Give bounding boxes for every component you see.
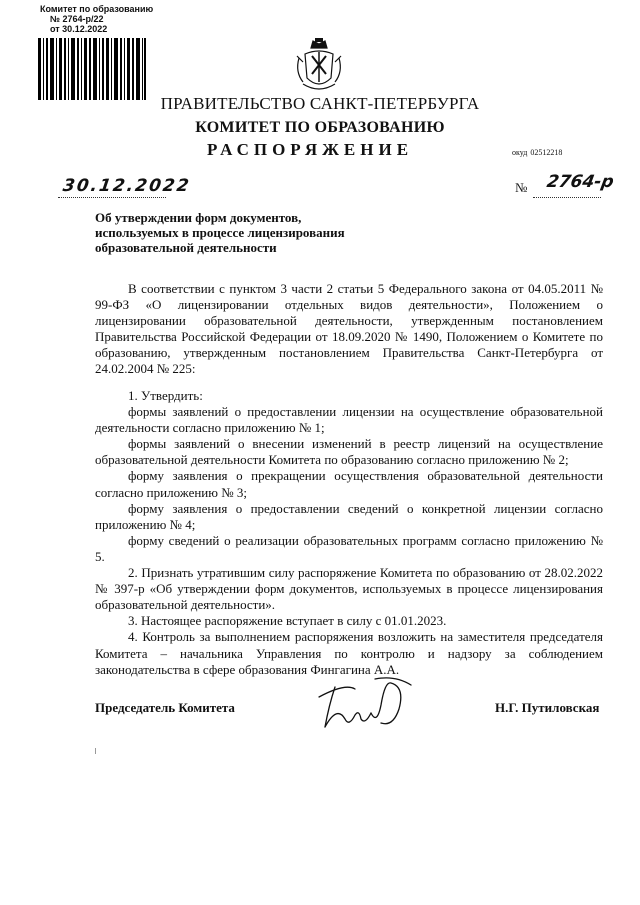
coat-of-arms-icon (293, 38, 345, 96)
margin-mark (95, 748, 96, 754)
okud-value: 02512218 (530, 148, 563, 157)
stamp-committee: Комитет по образованию (40, 4, 154, 14)
subject-line: Об утверждении форм документов, (95, 210, 302, 225)
stamp-number: № 2764-р/22 (50, 14, 104, 24)
government-title: ПРАВИТЕЛЬСТВО САНКТ-ПЕТЕРБУРГА (160, 94, 480, 113)
item-appendix-4: форму заявления о предоставлении сведений о конкретной лицензии согласно приложению № 4; (95, 500, 603, 532)
resolution-items (95, 388, 603, 678)
item-repeal: 2. Признать утратившим силу распоряжение Комитета по образованию от 28.02.2022 № 397-р «Об утверждении форм документов, используемых в процессе лицензирования образовательной деятельности». (95, 565, 603, 613)
date-underline (58, 196, 166, 198)
subject-line: используемых в процессе лицензирования (95, 225, 345, 240)
document-type: РАСПОРЯЖЕНИЕ (206, 140, 414, 159)
item-appendix-3: форму заявления о прекращении осуществления образовательной деятельности согласно приложению № 3; (95, 468, 603, 500)
okud-label: окуд (512, 148, 528, 157)
stamp-date: от 30.12.2022 (50, 24, 108, 34)
signatory-name: Н.Г. Путиловская (495, 700, 600, 715)
document-number: 2764-р (545, 172, 616, 192)
committee-title: КОМИТЕТ ПО ОБРАЗОВАНИЮ (195, 119, 445, 136)
item-appendix-2: формы заявлений о внесении изменений в реестр лицензий на осуществление образовательной деятельности Комитета по образованию согласно приложению № 2; (95, 436, 603, 468)
number-label: № (515, 180, 528, 195)
number-underline (533, 196, 601, 198)
subject-line: образовательной деятельности (95, 240, 277, 255)
item-appendix-1: формы заявлений о предоставлении лицензии на осуществление образовательной деятельности согласно приложению № 1; (95, 404, 603, 436)
preamble (95, 281, 603, 378)
item-approve: 1. Утвердить: (128, 388, 203, 403)
barcode (38, 38, 146, 100)
item-control: 4. Контроль за выполнением распоряжения возложить на заместителя председателя Комитета – начальника Управления по контролю и надзору за соблюдением законодательства в сфере образования Фингагина А.А. (95, 629, 603, 677)
handwritten-signature (315, 675, 415, 735)
okud-code (512, 148, 562, 157)
item-appendix-5: форму сведений о реализации образовательных программ согласно приложению № 5. (95, 532, 603, 564)
document-date: 30.12.2022 (61, 176, 192, 196)
preamble-text: В соответствии с пунктом 3 части 2 статьи 5 Федерального закона от 04.05.2011 № 99-ФЗ «О лицензировании отдельных видов деятельности», Положением о лицензировании образовательной деятельности, утвержденным постановлением Правительства Российской Федерации от 18.09.2020 № 1490, Положением о Комитете по образованию, утвержденным постановлением Правительства Санкт-Петербурга от 24.02.2004 № 225: (95, 281, 603, 377)
signatory-title: Председатель Комитета (95, 700, 235, 715)
item-effective-date: 3. Настоящее распоряжение вступает в силу с 01.01.2023. (128, 613, 447, 629)
document-subject (95, 210, 395, 255)
